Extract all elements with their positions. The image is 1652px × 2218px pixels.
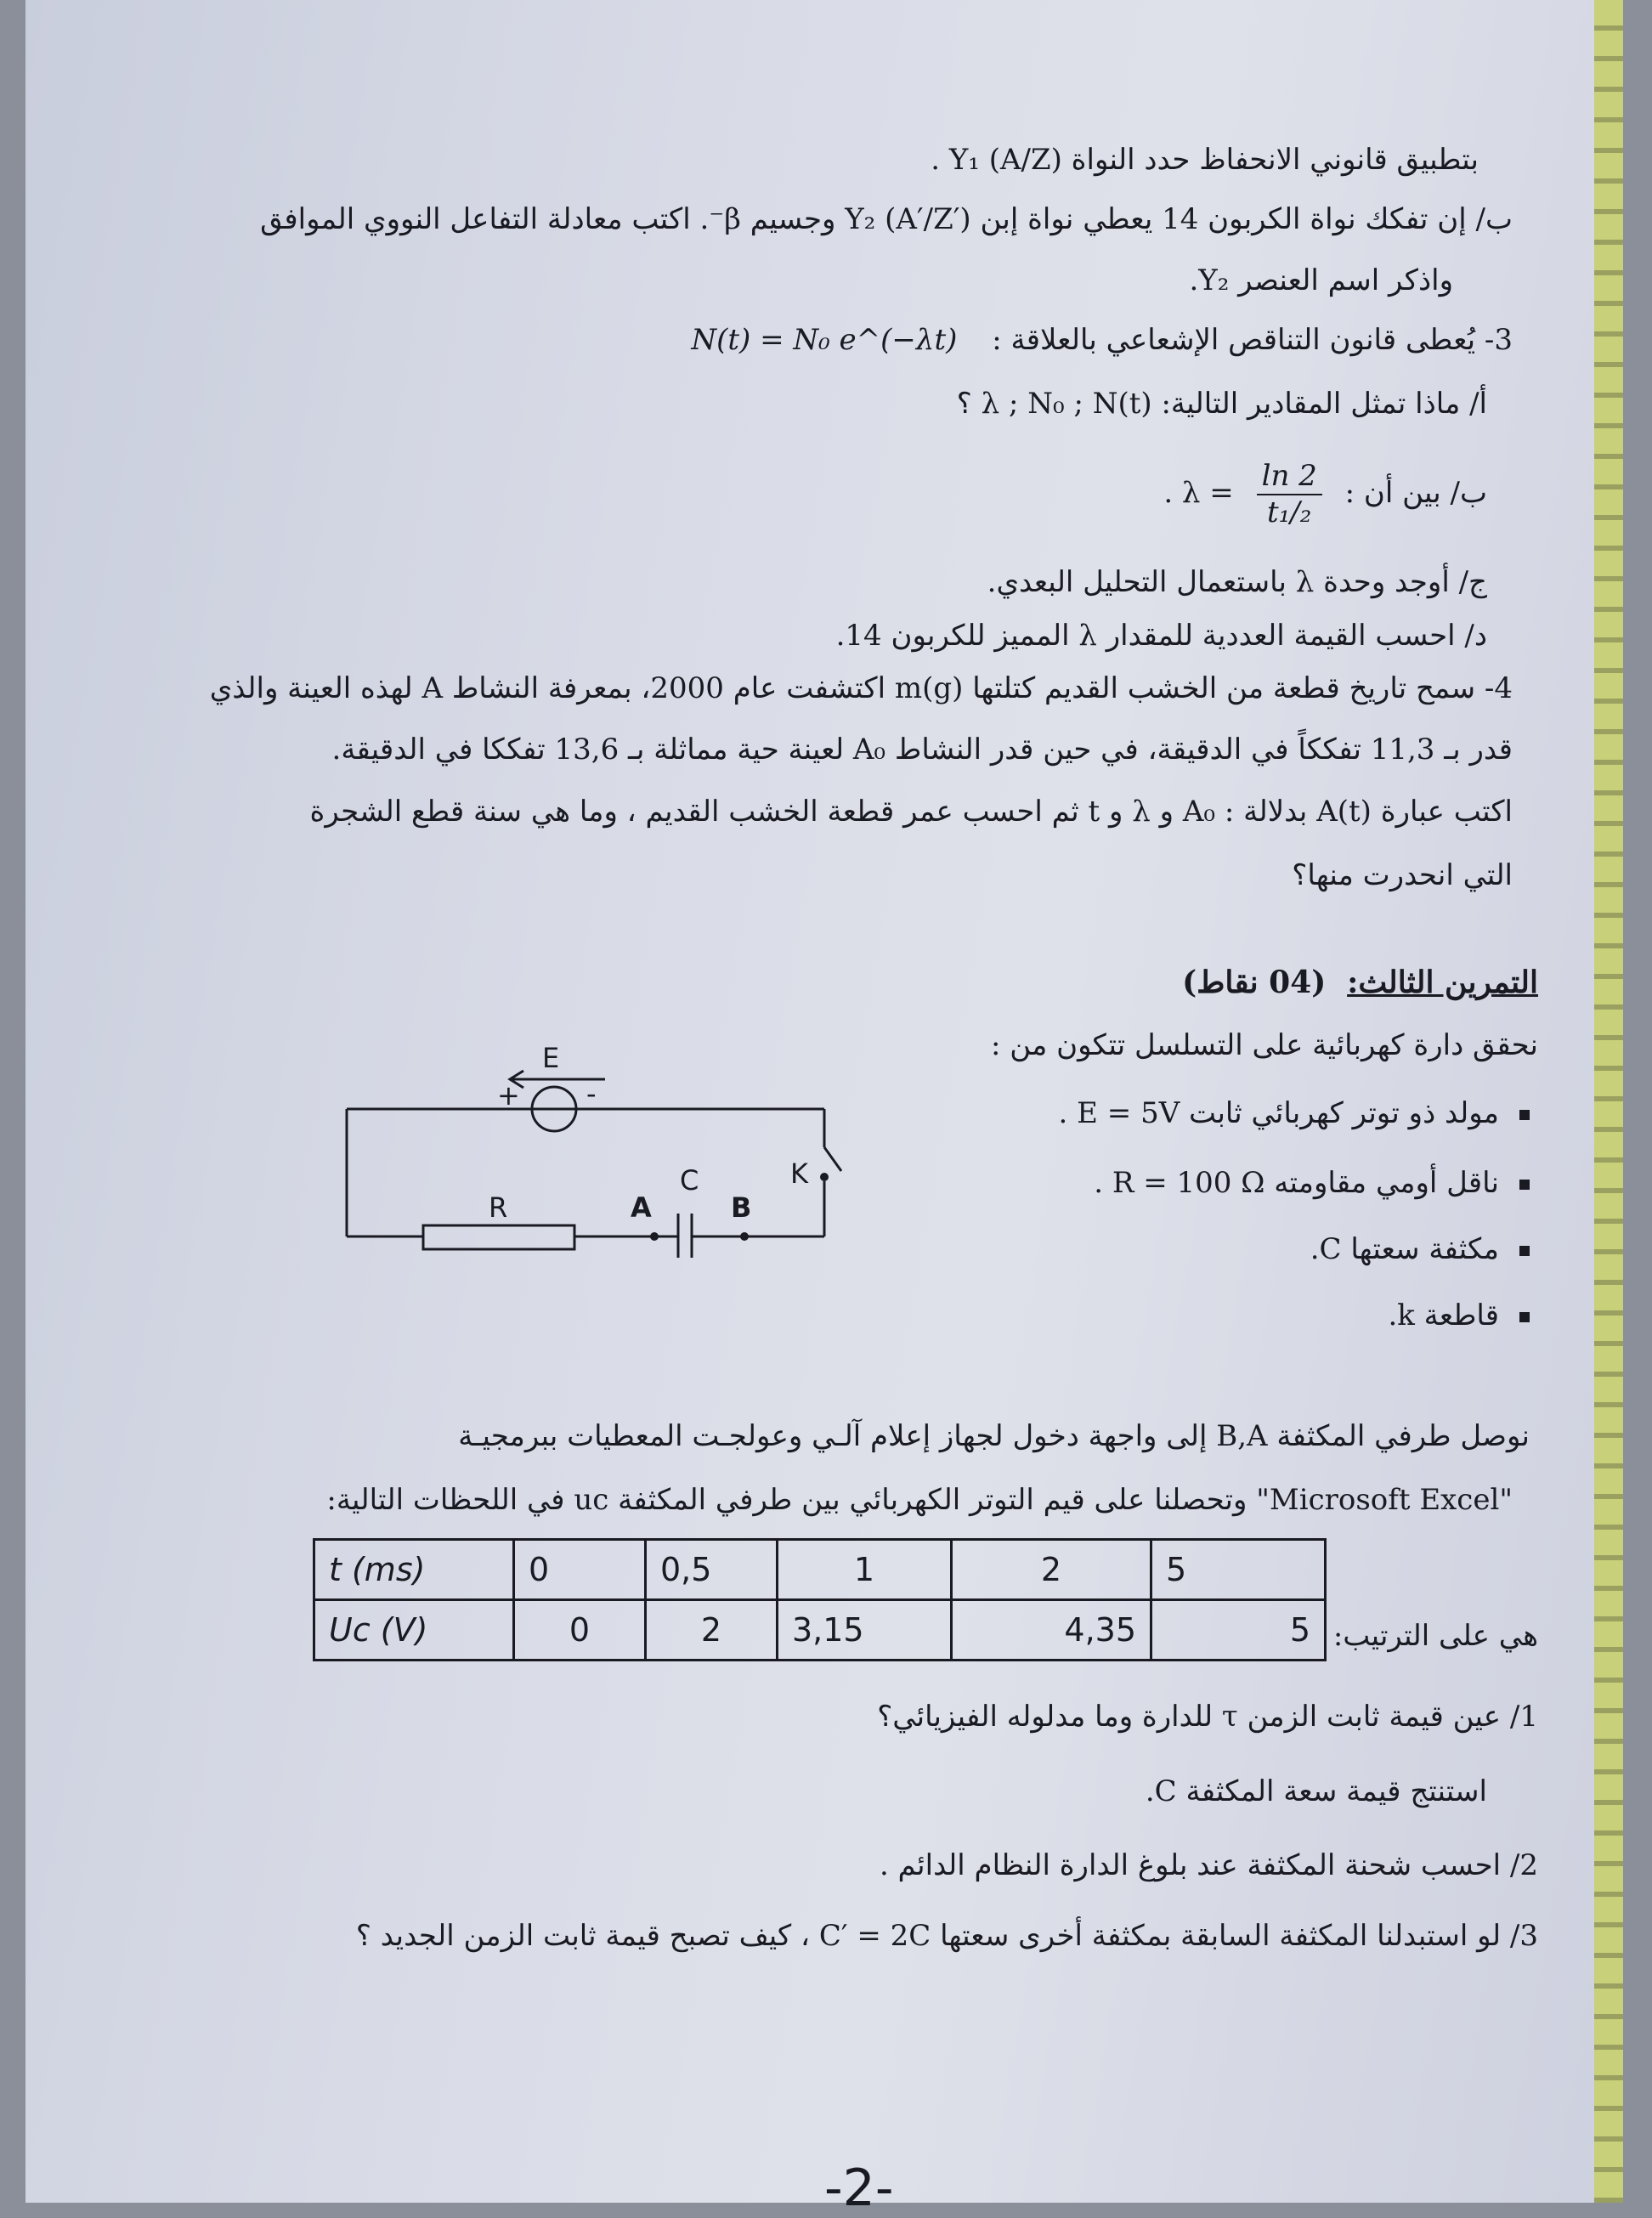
q3-intro: 3- يُعطى قانون التناقص الإشعاعي بالعلاقة :: [992, 323, 1513, 357]
question-1b: استنتج قيمة سعة المكثفة C.: [1145, 1774, 1487, 1808]
question-2: 2/ احسب شحنة المكثفة عند بلوغ الدارة النظام الدائم .: [879, 1848, 1538, 1882]
decay-formula: N(t) = N₀ e^(−λt): [691, 323, 958, 357]
switch-contact-dot: [820, 1173, 829, 1181]
table-row-head-t: t (ms): [314, 1540, 514, 1600]
table-cell: 1: [778, 1540, 952, 1600]
table-cell: 3,15: [778, 1600, 952, 1661]
question-3: 3/ لو استبدلنا المكثفة السابقة بمكثفة أخرى سعتها C′ = 2C ، كيف تصبح قيمة ثابت الزمن الجديد ؟: [355, 1919, 1538, 1953]
exercise-3-points: (04 نقاط): [1182, 965, 1327, 1000]
exercise-3-intro: نحقق دارة كهربائية على التسلسل تتكون من :: [990, 1028, 1538, 1062]
node-a-dot: [650, 1232, 659, 1241]
table-suffix: هي على الترتيب:: [1332, 1619, 1538, 1653]
bullet-icon: [1519, 1246, 1530, 1256]
label-e: E: [542, 1042, 560, 1074]
fraction-denominator: t₁/₂: [1267, 495, 1312, 529]
page-number: -2-: [824, 2159, 894, 2218]
table-cell: 0,5: [646, 1540, 778, 1600]
q4-line-3: اكتب عبارة A(t) بدلالة : A₀ و λ و t ثم احسب عمر قطعة الخشب القديم ، وما هي سنة قطع الشجرة: [309, 795, 1513, 829]
label-k: K: [790, 1157, 808, 1190]
exercise-3-heading: [1182, 965, 1538, 1001]
voltage-table: [313, 1538, 1327, 1661]
paragraph-1: نوصل طرفي المكثفة B,A إلى واجهة دخول لجهاز إعلام آلـي وعولجـت المعطيات ببرمجيـة: [458, 1419, 1530, 1453]
lambda-lhs: . λ =: [1163, 475, 1234, 510]
lambda-fraction: [1257, 459, 1322, 530]
resistor-r: [423, 1225, 574, 1249]
table-row: [314, 1540, 1326, 1600]
table-cell: 2: [646, 1600, 778, 1661]
bullet-icon: [1519, 1312, 1530, 1322]
component-item-text: قاطعة k.: [1388, 1299, 1499, 1332]
label-r: R: [489, 1191, 508, 1224]
document-page: [25, 0, 1623, 2218]
label-minus: -: [586, 1078, 597, 1110]
fraction-numerator: ln 2: [1257, 459, 1322, 495]
label-plus: +: [497, 1079, 520, 1112]
label-c: C: [680, 1164, 699, 1197]
q3-d: د/ احسب القيمة العددية للمقدار λ المميز للكربون 14.: [835, 619, 1487, 653]
q4-line-2: قدر بـ 11,3 تفككاً في الدقيقة، في حين قدر النشاط A₀ لعينة حية مماثلة بـ 13,6 تفككا في الدقيقة.: [331, 733, 1513, 767]
paragraph-2: "Microsoft Excel" وتحصلنا على قيم التوتر الكهربائي بين طرفي المكثفة uc في اللحظات التالية:: [326, 1483, 1513, 1517]
q3-a: أ/ ماذا تمثل المقادير التالية: λ ; N₀ ; N(t) ؟: [956, 387, 1487, 421]
q3-b-line: [1163, 459, 1487, 530]
component-item-1: [1059, 1096, 1530, 1131]
question-1: 1/ عين قيمة ثابت الزمن τ للدارة وما مدلوله الفيزيائي؟: [877, 1700, 1538, 1734]
label-b: B: [731, 1191, 752, 1224]
table-cell: 2: [952, 1540, 1151, 1600]
q3-c: ج/ أوجد وحدة λ باستعمال التحليل البعدي.: [987, 565, 1487, 599]
component-item-text: مكثفة سعتها C.: [1310, 1232, 1499, 1266]
table-cell: 0: [514, 1600, 646, 1661]
page-edge-strip: [1594, 0, 1623, 2203]
bullet-icon: [1519, 1180, 1530, 1190]
table-row: [314, 1600, 1326, 1661]
table-cell: 5: [1151, 1540, 1326, 1600]
part-two-line-3: واذكر اسم العنصر Y₂.: [1189, 263, 1453, 297]
component-item-4: [1388, 1299, 1530, 1333]
table-cell: 5: [1151, 1600, 1326, 1661]
table-cell: 4,35: [952, 1600, 1151, 1661]
switch-k: [824, 1147, 841, 1171]
q4-line-1: 4- سمح تاريخ قطعة من الخشب القديم كتلتها m(g) اكتشفت عام 2000، بمعرفة النشاط A لهذه العينة والذي: [209, 671, 1513, 705]
label-a: A: [631, 1191, 652, 1224]
bullet-icon: [1519, 1110, 1530, 1120]
part-two-line-2: ب/ إن تفكك نواة الكربون 14 يعطي نواة إبن Y₂ (A′/Z′) وجسيم β⁻. اكتب معادلة التفاعل النووي الموافق: [260, 202, 1513, 236]
component-item-2: [1094, 1166, 1530, 1201]
q3-b-label: ب/ بين أن :: [1344, 475, 1487, 510]
q4-line-4: التي انحدرت منها؟: [1292, 858, 1513, 892]
component-item-text: مولد ذو توتر كهربائي ثابت E = 5V .: [1058, 1096, 1499, 1130]
q3-intro-line: [691, 323, 1513, 358]
rc-circuit-diagram: [331, 1037, 858, 1258]
table-row-head-uc: Uc (V): [314, 1600, 514, 1661]
part-two-line-1: بتطبيق قانوني الانحفاظ حدد النواة Y₁ (A/Z) .: [931, 143, 1479, 177]
component-item-3: [1310, 1232, 1530, 1267]
node-b-dot: [740, 1232, 749, 1241]
table-cell: 0: [514, 1540, 646, 1600]
component-item-text: ناقل أومي مقاومته R = 100 Ω .: [1094, 1166, 1499, 1200]
exercise-3-title: التمرين الثالث:: [1347, 965, 1538, 1000]
